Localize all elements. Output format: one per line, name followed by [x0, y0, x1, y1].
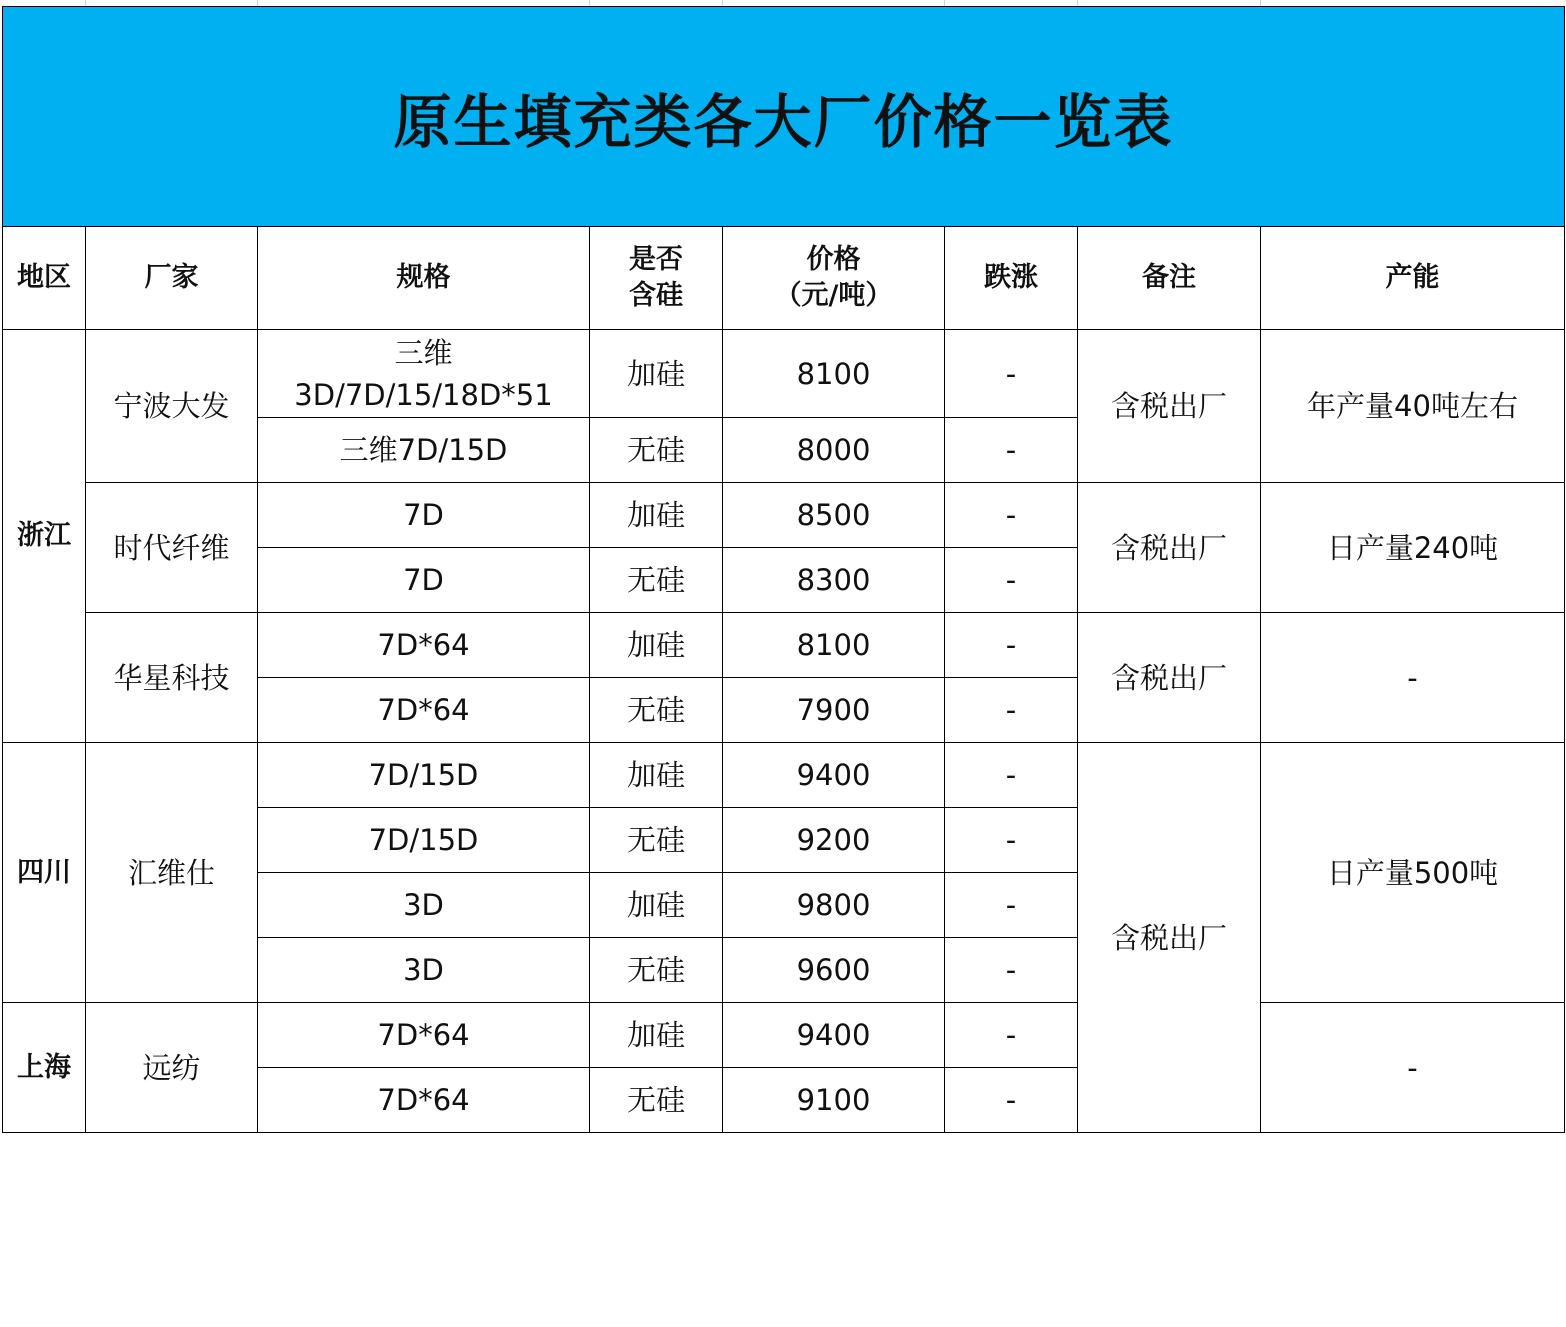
silicone-cell: 加硅 [590, 483, 723, 548]
price-cell: 8100 [723, 613, 945, 678]
table-row [3, 1003, 1565, 1068]
header-silicone [590, 227, 723, 330]
spec-cell: 7D/15D [258, 808, 590, 873]
blank-area [0, 1148, 1566, 1327]
maker-cell: 远纺 [86, 1003, 258, 1133]
price-cell: 8500 [723, 483, 945, 548]
maker-cell: 华星科技 [86, 613, 258, 743]
silicone-cell: 无硅 [590, 938, 723, 1003]
table-row [3, 613, 1565, 678]
maker-cell: 汇维仕 [86, 743, 258, 1003]
note-cell: 含税出厂 [1078, 330, 1261, 483]
price-cell: 8000 [723, 418, 945, 483]
price-cell: 9800 [723, 873, 945, 938]
header-region: 地区 [3, 227, 86, 330]
silicone-cell: 无硅 [590, 808, 723, 873]
silicone-cell: 无硅 [590, 548, 723, 613]
silicone-cell: 加硅 [590, 743, 723, 808]
silicone-cell: 无硅 [590, 678, 723, 743]
change-cell: - [945, 743, 1078, 808]
header-silicone-line2: 含硅 [629, 280, 683, 311]
header-maker: 厂家 [86, 227, 258, 330]
header-change: 跌涨 [945, 227, 1078, 330]
maker-cell: 时代纤维 [86, 483, 258, 613]
header-price-line2: （元/吨） [774, 280, 893, 311]
note-cell: 含税出厂 [1078, 743, 1261, 1133]
spec-line: 三维 [394, 335, 453, 370]
note-cell: 含税出厂 [1078, 613, 1261, 743]
header-capacity: 产能 [1261, 227, 1565, 330]
silicone-cell: 加硅 [590, 873, 723, 938]
price-cell: 8300 [723, 548, 945, 613]
change-cell: - [945, 330, 1078, 418]
spec-cell: 3D [258, 938, 590, 1003]
spec-cell: 7D/15D [258, 743, 590, 808]
change-cell: - [945, 483, 1078, 548]
header-note: 备注 [1078, 227, 1261, 330]
page-title: 原生填充类各大厂价格一览表 [3, 7, 1565, 227]
silicone-cell: 无硅 [590, 418, 723, 483]
change-cell: - [945, 418, 1078, 483]
table-row [3, 743, 1565, 808]
spec-cell: 7D [258, 483, 590, 548]
change-cell: - [945, 613, 1078, 678]
silicone-cell: 无硅 [590, 1068, 723, 1133]
maker-cell: 宁波大发 [86, 330, 258, 483]
region-sichuan: 四川 [3, 743, 86, 1003]
change-cell: - [945, 1068, 1078, 1133]
region-shanghai: 上海 [3, 1003, 86, 1133]
price-cell: 9400 [723, 743, 945, 808]
spec-cell: 三维7D/15D [258, 418, 590, 483]
price-cell: 7900 [723, 678, 945, 743]
spec-cell: 7D [258, 548, 590, 613]
spec-cell: 7D*64 [258, 678, 590, 743]
price-cell: 9200 [723, 808, 945, 873]
spec-cell: 7D*64 [258, 1068, 590, 1133]
silicone-cell: 加硅 [590, 1003, 723, 1068]
header-row [3, 227, 1565, 330]
price-cell: 9400 [723, 1003, 945, 1068]
change-cell: - [945, 1003, 1078, 1068]
silicone-cell: 加硅 [590, 330, 723, 418]
header-price-line1: 价格 [806, 244, 861, 275]
change-cell: - [945, 808, 1078, 873]
table-row [3, 330, 1565, 418]
capacity-cell: 年产量40吨左右 [1261, 330, 1565, 483]
change-cell: - [945, 548, 1078, 613]
change-cell: - [945, 938, 1078, 1003]
price-cell: 8100 [723, 330, 945, 418]
capacity-cell: 日产量500吨 [1261, 743, 1565, 1003]
header-spec: 规格 [258, 227, 590, 330]
note-cell: 含税出厂 [1078, 483, 1261, 613]
capacity-cell: 日产量240吨 [1261, 483, 1565, 613]
spec-cell [258, 330, 590, 418]
header-silicone-line1: 是否 [629, 244, 683, 275]
capacity-cell: - [1261, 1003, 1565, 1133]
table-row [3, 483, 1565, 548]
header-price [723, 227, 945, 330]
change-cell: - [945, 873, 1078, 938]
spec-line: 3D/7D/15/18D*51 [294, 377, 553, 412]
price-cell: 9100 [723, 1068, 945, 1133]
price-cell: 9600 [723, 938, 945, 1003]
spec-cell: 7D*64 [258, 1003, 590, 1068]
spec-cell: 3D [258, 873, 590, 938]
price-table [2, 6, 1565, 1133]
region-zhejiang: 浙江 [3, 330, 86, 743]
change-cell: - [945, 678, 1078, 743]
capacity-cell: - [1261, 613, 1565, 743]
silicone-cell: 加硅 [590, 613, 723, 678]
spec-cell: 7D*64 [258, 613, 590, 678]
